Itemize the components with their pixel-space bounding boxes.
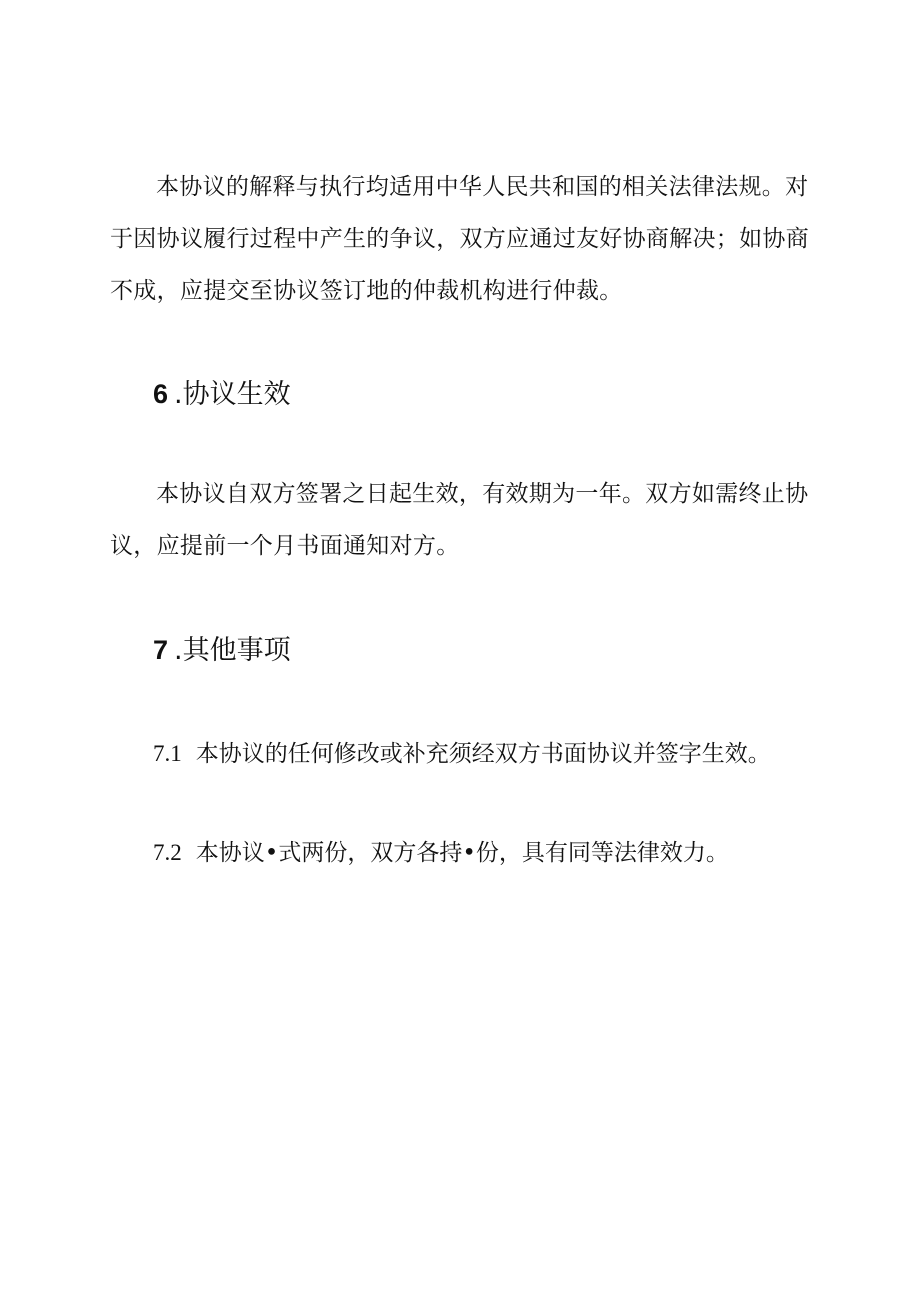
section-6-paragraph: 本协议自双方签署之日起生效，有效期为一年。双方如需终止协议，应提前一个月书面通知对方。 [110,481,809,559]
item-text: 本协议•式两份，双方各持•份，具有同等法律效力。 [195,840,729,866]
section-7-1-item [153,736,771,772]
section-6-number: 6 [153,379,169,409]
section-6-title: .协议生效 [174,379,291,410]
item-number: 7.1 [153,741,182,766]
item-text: 本协议的任何修改或补充须经双方书面协议并签字生效。 [195,741,771,767]
section-7-2-item [153,835,729,871]
section-7-number: 7 [153,635,169,665]
item-number: 7.2 [153,840,182,865]
section-7-heading [153,632,291,669]
section-5-paragraph: 本协议的解释与执行均适用中华人民共和国的相关法律法规。对于因协议履行过程中产生的争议，双方应通过友好协商解决；如协商不成，应提交至协议签订地的仲裁机构进行仲裁。 [110,174,809,304]
section-6-heading [153,376,291,413]
section-7-title: .其他事项 [174,635,291,666]
